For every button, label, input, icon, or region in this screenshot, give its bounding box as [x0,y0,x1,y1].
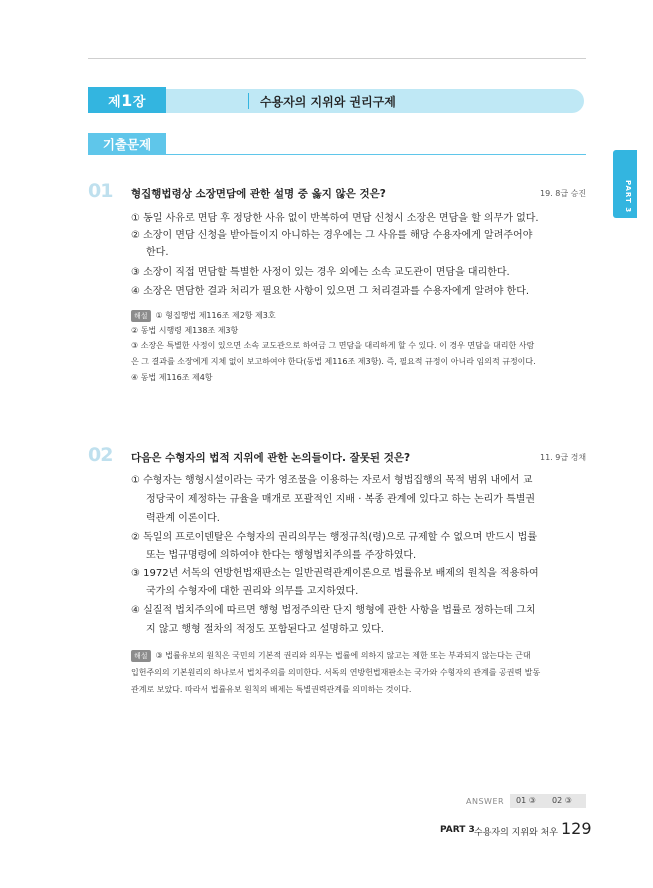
chapter-tab-number: 1 [121,90,133,110]
answer-item-2: 02 ③ [552,796,572,805]
section-underline [166,154,586,155]
top-rule [88,58,586,59]
question-1-explanation-line-5: ④ 동법 제116조 제4항 [131,373,213,382]
chapter-tab-prefix: 제 [108,94,122,110]
chapter-title: 수용자의 지위와 권리구제 [260,95,396,109]
chapter-bar [88,89,584,113]
question-1-source: 19. 8급 승진 [540,189,587,198]
question-2-option-1: ① 수형자는 행형시설이라는 국가 영조물을 이용하는 자로서 형법집행의 목적 범위 내에서 교 [131,475,533,486]
question-1-option-2-cont: 한다. [146,247,169,258]
footer-part-label: PART 3 [440,825,475,835]
question-2-explanation-badge: 해설 [131,650,151,662]
question-1-option-4: ④ 소장은 면담한 결과 처리가 필요한 사항이 있으면 그 처리결과를 수용자에게 알려야 한다. [131,286,530,297]
question-1-option-1: ① 동일 사유로 면담 후 정당한 사유 없이 반복하여 면담 신청시 소장은 면담을 할 의무가 없다. [131,213,539,224]
question-1-explanation-line-1 [131,310,276,322]
answer-box [510,794,586,808]
question-2-option-2: ② 독일의 프로이덴탈은 수형자의 권리의무는 행정규칙(령)으로 규제할 수 없으며 반드시 법률 [131,532,537,543]
question-2-source: 11. 9급 경채 [540,453,587,462]
side-part-tab [613,150,637,218]
chapter-separator [248,93,249,109]
question-2-explanation-line-3: 관계로 보았다. 따라서 법률유보 원칙의 배제는 특별권력관계를 의미하는 것이다. [131,685,412,694]
question-1-stem: 형집행법령상 소장면담에 관한 설명 중 옳지 않은 것은? [131,188,386,200]
answer-item-1: 01 ③ [516,796,536,805]
question-2-option-3: ③ 1972년 서독의 연방헌법재판소는 일반권력관계이론으로 법률유보 배제의 원칙을 적용하여 [131,568,539,579]
answer-label: ANSWER [466,797,505,806]
question-1-number: 01 [88,180,113,202]
chapter-tab [88,87,166,113]
page-number: 129 [561,819,592,838]
question-1-explanation-line-4: 은 그 결과를 소장에게 지체 없이 보고하여야 한다(동법 제116조 제3항). 즉, 필요적 규정이 아니라 임의적 규정이다. [131,357,536,366]
question-2-option-2-cont: 또는 법규명령에 의하여야 한다는 행형법치주의를 주장하였다. [146,550,417,561]
question-1-explanation-line-3: ③ 소장은 특별한 사정이 있으면 소속 교도관으로 하여금 그 면담을 대리하게 할 수 있다. 이 경우 면담을 대리한 사람 [131,341,535,350]
question-2-explanation-line-2: 입헌주의의 기본원리의 하나로서 법치주의를 의미한다. 서독의 연방헌법재판소는 국가와 수형자의 관계를 공권력 발동 [131,668,541,677]
question-2-stem: 다음은 수형자의 법적 지위에 관한 논의들이다. 잘못된 것은? [131,452,411,464]
question-1-option-2: ② 소장이 면담 신청을 받아들이지 아니하는 경우에는 그 사유를 해당 수용자에게 알려주어야 [131,230,533,241]
question-2-option-1-cont-2: 력관계 이론이다. [146,513,220,524]
side-part-tab-label: PART 3 [624,180,632,214]
chapter-tab-suffix: 장 [132,94,146,110]
question-1-option-3: ③ 소장이 직접 면담할 특별한 사정이 있는 경우 외에는 소속 교도관이 면담을 대리한다. [131,267,510,278]
question-2-explanation-line-1 [131,650,531,662]
question-1-explanation-line-2: ② 동법 시행령 제138조 제3항 [131,326,239,335]
section-tab: 기출문제 [88,133,166,155]
question-1-explanation-badge: 해설 [131,310,151,322]
question-2-option-3-cont: 국가의 수형자에 대한 권리와 의무를 고지하였다. [146,586,359,597]
question-2-explanation-text-1: ③ 법률유보의 원칙은 국민의 기본적 권리와 의무는 법률에 의하지 않고는 제한 또는 부과되지 않는다는 근대 [155,651,531,660]
question-2-number: 02 [88,444,113,466]
question-2-option-4: ④ 실질적 법치주의에 따르면 행형 법정주의란 단지 행형에 관한 사항을 법률로 정하는데 그치 [131,605,536,616]
question-2-option-1-cont-1: 정당국이 제정하는 규율을 매개로 포괄적인 지배 · 복종 관계에 있다고 하는 논리가 특별권 [146,494,536,505]
question-2-option-4-cont: 지 않고 행형 절차의 적정도 포함된다고 설명하고 있다. [146,624,384,635]
question-1-explanation-text-1: ① 형집행법 제116조 제2항 제3호 [155,311,276,320]
footer-chapter-title: 수용자의 지위와 처우 [474,828,558,838]
